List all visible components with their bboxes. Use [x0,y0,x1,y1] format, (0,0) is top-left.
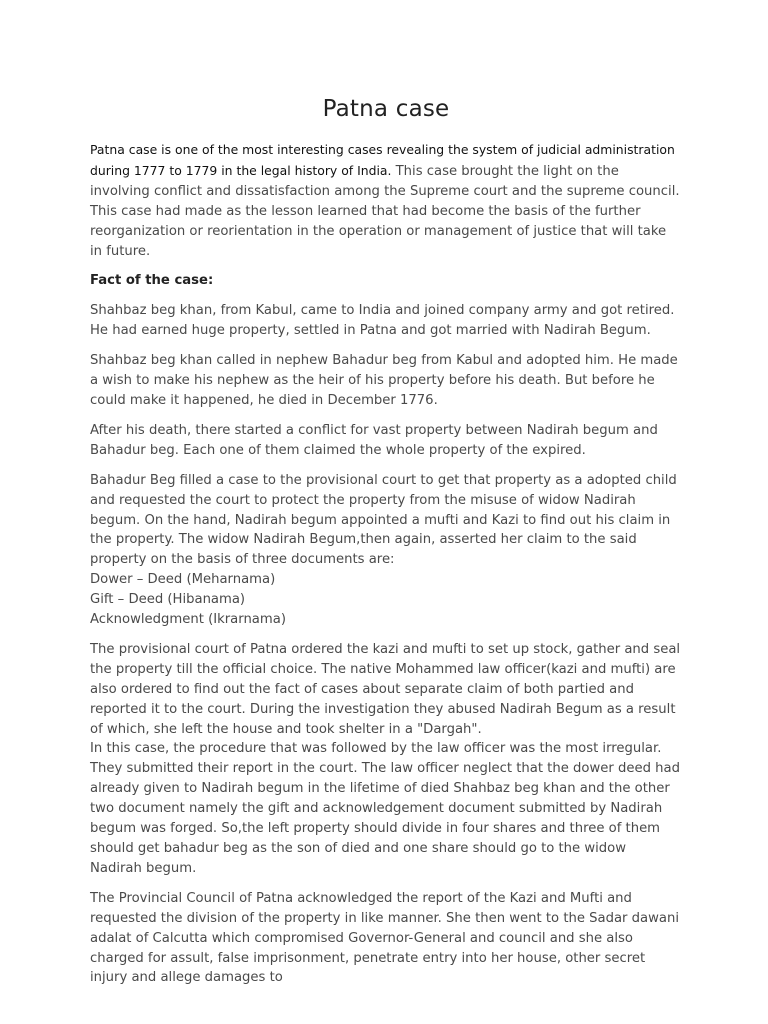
paragraph-conflict: After his death, there started a conflict for vast property between Nadirah begum and Bahadur beg. Each one of them claimed the whole property of the expired. [90,422,658,458]
claim-text: Bahadur Beg filled a case to the provisional court to get that property as a adopted child and requested the court to protect the property from the misuse of widow Nadirah begum. On the hand, Nadirah begum appointed a mufti and Kazi to find out his claim in the property. The widow Nadirah Begum,then again, asserted her claim to the said property on the basis of three documents are: [90,472,677,568]
document-list-item: Acknowledgment (Ikrarnama) [90,612,286,628]
document-list-item: Gift – Deed (Hibanama) [90,592,246,608]
court-order-text: The provisional court of Patna ordered the kazi and mufti to set up stock, gather and seal the property till the official choice. The native Mohammed law officer(kazi and mufti) are also ordered to find out the fact of cases about separate claim of both partied and reported it to the court. During the investigation they abused Nadirah Begum as a result of which, she left the house and took shelter in a "Dargah". [90,641,681,737]
intro-rest-text: This case brought the light on the involving conflict and dissatisfaction among the Supreme court and the supreme council. This case had made as the lesson learned that had become the basis of the further reorganization or reorientation in the operation or management of justice that will take in future. [90,163,680,259]
intro-lead-text: Patna case is one of the most interesting cases revealing the system of judicial administration during 1777 to 1779 in the legal history of India. [90,142,675,178]
document-list-item: Dower – Deed (Meharnama) [90,572,276,588]
paragraph-council: The Provincial Council of Patna acknowledged the report of the Kazi and Mufti and requested the division of the property in like manner. She then went to the Sadar dawani adalat of Calcutta which compromised Governor-General and council and she also charged for assult, false imprisonment, penetrate entry into her house, other secret injury and allege damages to [90,890,680,986]
document-title: Patna case [322,96,450,122]
paragraph-claim [90,471,682,630]
document-page [90,92,682,998]
facts-heading: Fact of the case: [90,273,214,289]
procedure-text: In this case, the procedure that was followed by the law officer was the most irregular. They submitted their report in the court. The law officer neglect that the dower deed had already given to Nadirah begum in the lifetime of died Shahbaz beg khan and the other two document namely the gift and acknowledgement document submitted by Nadirah begum was forged. So,the left property should divide in four shares and three of them should get bahadur beg as the son of died and one share should go to the widow Nadirah begum. [90,741,680,876]
paragraph-court-order [90,640,682,879]
paragraph-shahbaz-background: Shahbaz beg khan, from Kabul, came to India and joined company army and got retired. He had earned huge property, settled in Patna and got married with Nadirah Begum. [90,303,675,339]
paragraph-adoption: Shahbaz beg khan called in nephew Bahadur beg from Kabul and adopted him. He made a wish to make his nephew as the heir of his property before his death. But before he could make it happened, he died in December 1776. [90,353,678,408]
intro-paragraph [90,140,682,261]
